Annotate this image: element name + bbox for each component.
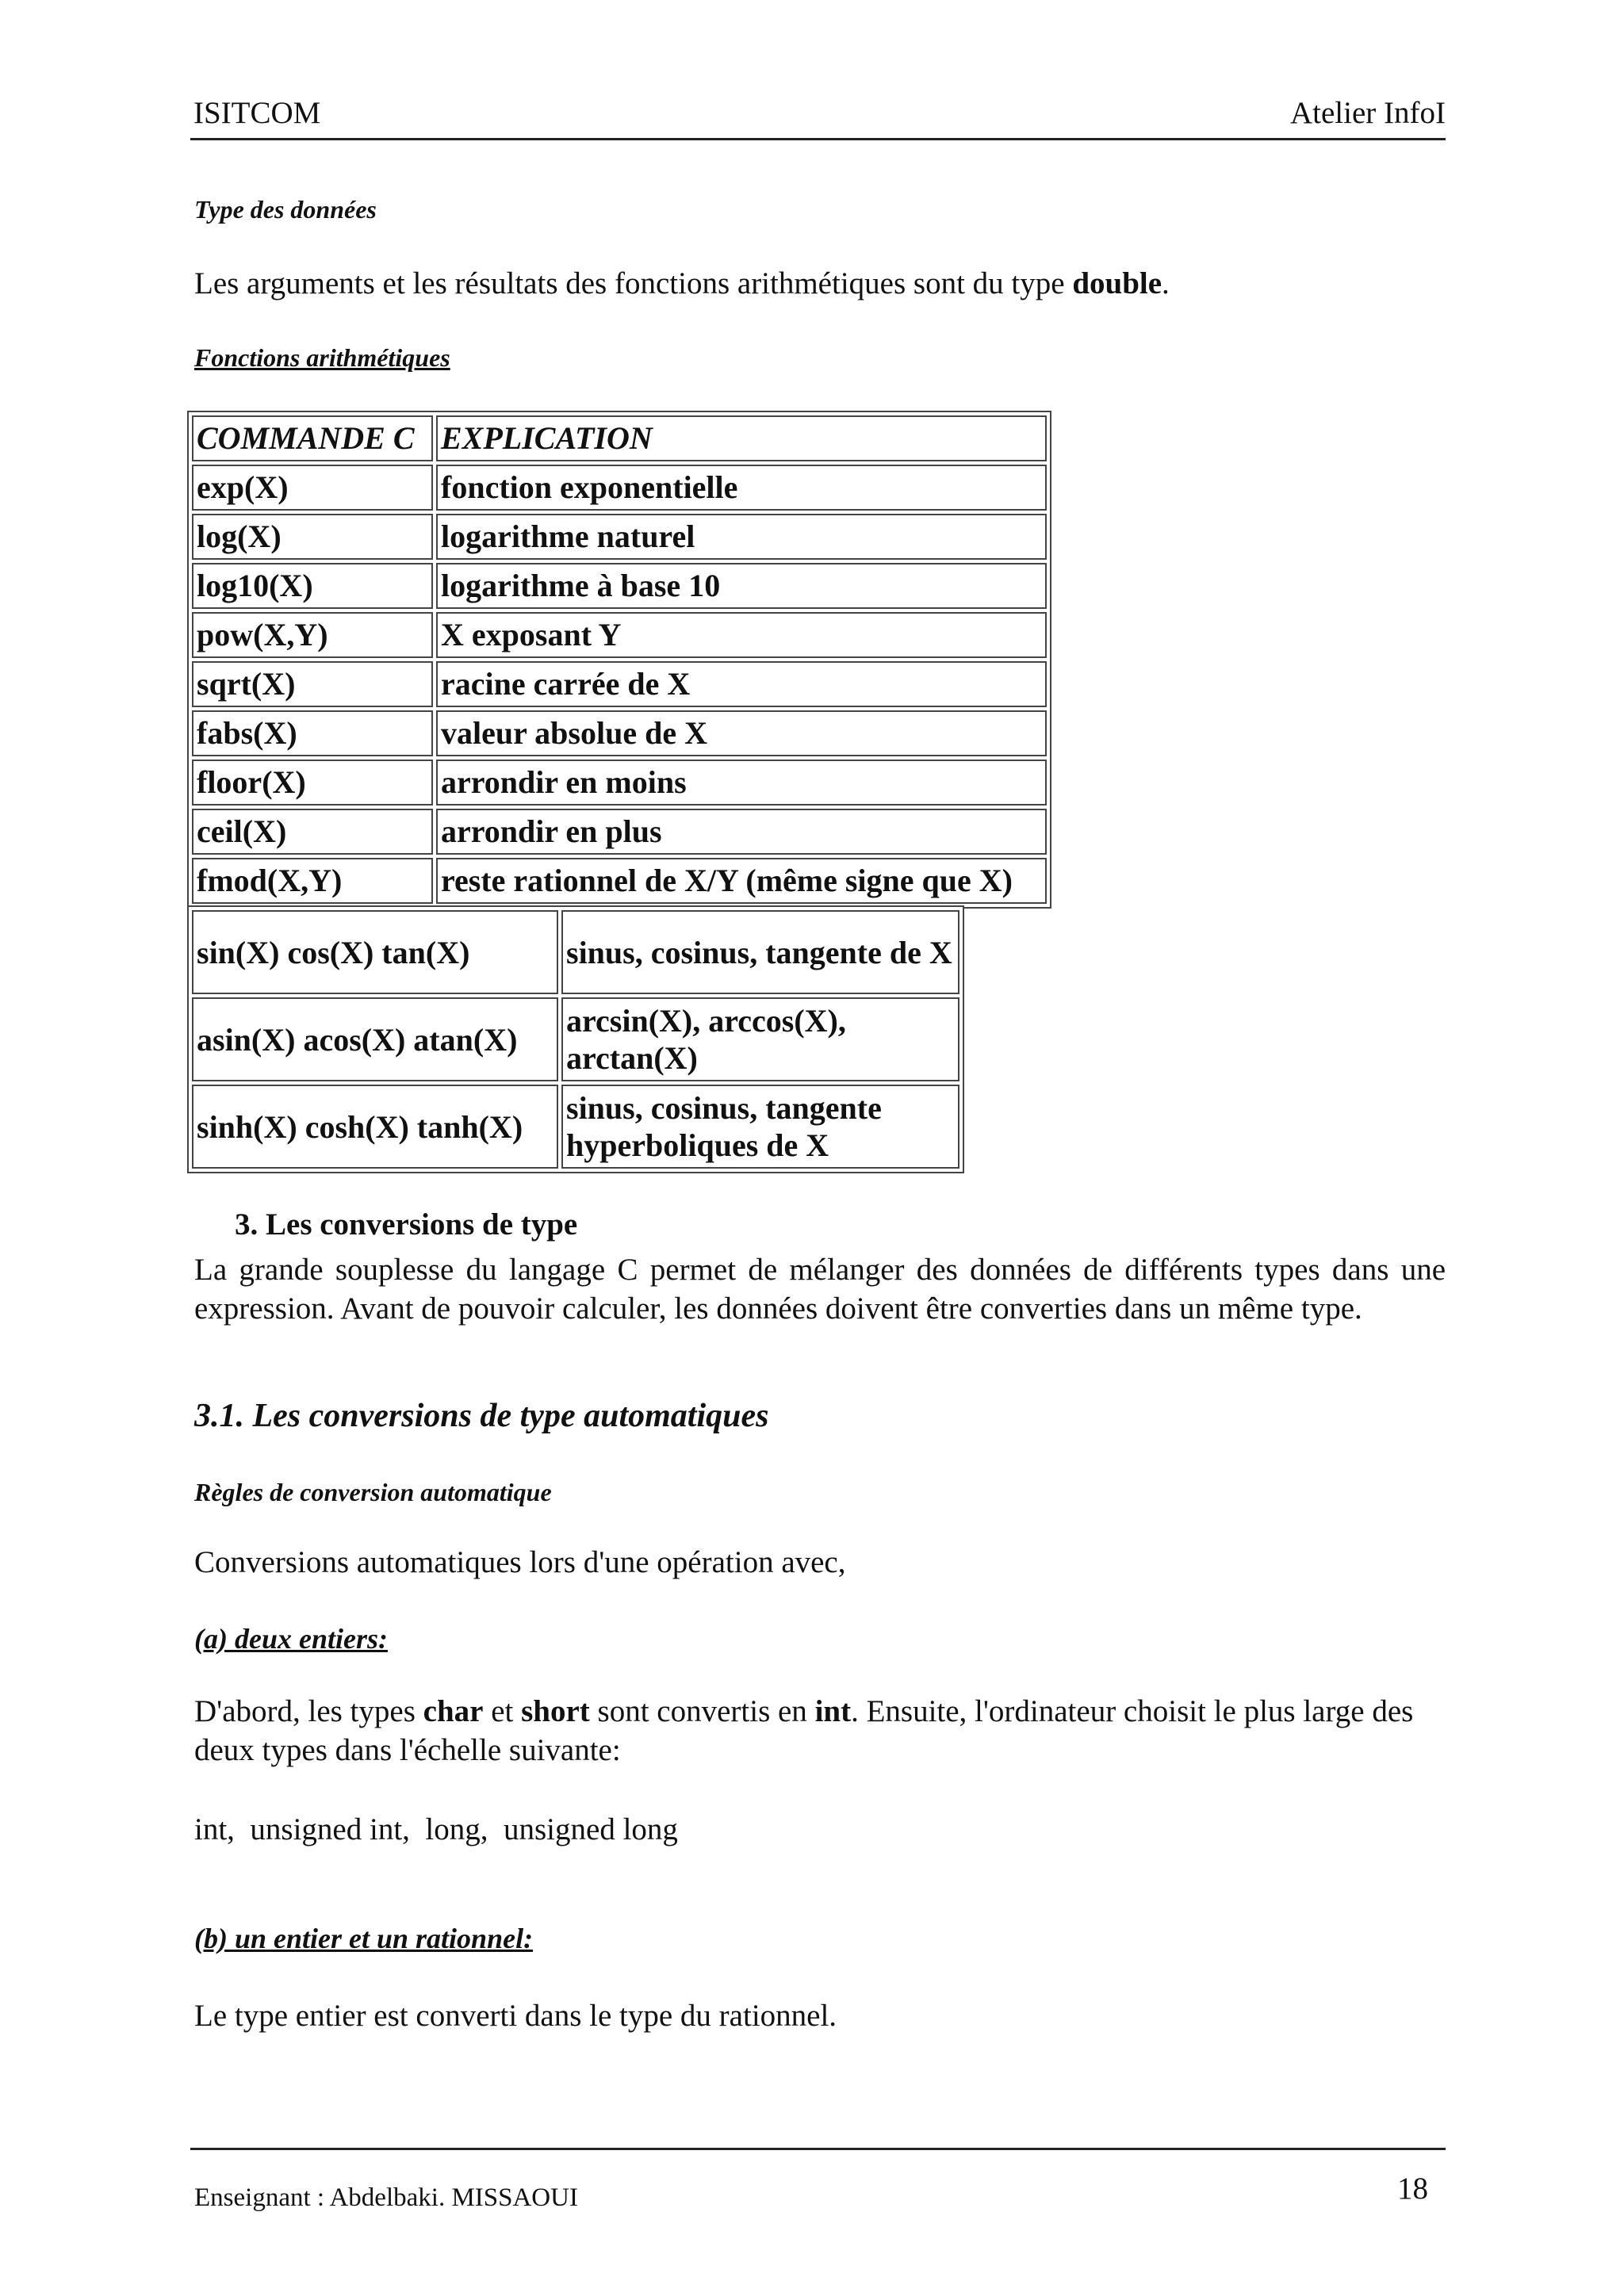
table-row (192, 465, 1047, 511)
arguments-paragraph (194, 264, 1170, 303)
table-header-row (192, 415, 1047, 461)
command-cell: log10(X) (192, 563, 433, 609)
table-row (192, 661, 1047, 707)
explanation-cell: logarithme à base 10 (436, 563, 1047, 609)
command-cell: log(X) (192, 514, 433, 560)
table-row (192, 563, 1047, 609)
header-commande: COMMANDE C (192, 415, 433, 461)
command-cell: fabs(X) (192, 710, 433, 756)
table-row (192, 997, 959, 1081)
command-cell: sinh(X) cosh(X) tanh(X) (192, 1085, 558, 1169)
command-cell: sqrt(X) (192, 661, 433, 707)
type-des-donnees-label: Type des données (194, 195, 377, 224)
text-run: sont convertis en (589, 1694, 815, 1728)
explanation-cell: arrondir en moins (436, 760, 1047, 806)
regles-label: Règles de conversion automatique (194, 1478, 552, 1506)
trigonometric-functions-table (187, 905, 964, 1173)
table-row (192, 514, 1047, 560)
header-left: ISITCOM (193, 96, 321, 130)
header-right: Atelier InfoI (1290, 96, 1446, 130)
command-cell: ceil(X) (192, 809, 433, 855)
page-number: 18 (1397, 2172, 1428, 2206)
int-keyword: int (814, 1694, 852, 1728)
command-cell: asin(X) acos(X) atan(X) (192, 997, 558, 1081)
fonctions-arithmetiques-label: Fonctions arithmétiques (194, 343, 450, 372)
footer-rule (190, 2148, 1446, 2150)
arithmetic-functions-table (187, 411, 1051, 909)
short-keyword: short (521, 1694, 590, 1728)
explanation-cell: X exposant Y (436, 612, 1047, 658)
explanation-cell: logarithme naturel (436, 514, 1047, 560)
text-run: D'abord, les types (194, 1694, 423, 1728)
command-cell: exp(X) (192, 465, 433, 511)
header-rule (190, 138, 1446, 140)
table-row (192, 910, 959, 994)
double-keyword: double (1072, 266, 1162, 300)
explanation-cell: sinus, cosinus, tangente hyperboliques de X (561, 1085, 959, 1169)
section-3-1-heading: 3.1. Les conversions de type automatiques (194, 1398, 769, 1434)
explanation-cell: racine carrée de X (436, 661, 1047, 707)
table-row (192, 1085, 959, 1169)
explanation-cell: arcsin(X), arccos(X), arctan(X) (561, 997, 959, 1081)
command-cell: fmod(X,Y) (192, 858, 433, 904)
text-run: et (483, 1694, 522, 1728)
table-row (192, 612, 1047, 658)
command-cell: pow(X,Y) (192, 612, 433, 658)
table-row (192, 858, 1047, 904)
section-3-paragraph: La grande souplesse du langage C permet de mélanger des données de différents types dans une expression. Avant de pouvoir calculer, les données doivent être converties dans un même type. (194, 1253, 1446, 1326)
command-cell: sin(X) cos(X) tan(X) (192, 910, 558, 994)
explanation-cell: fonction exponentielle (436, 465, 1047, 511)
arguments-end: . (1162, 266, 1170, 300)
table-row (192, 809, 1047, 855)
char-keyword: char (423, 1694, 484, 1728)
deux-entiers-paragraph (194, 1692, 1431, 1770)
table-row (192, 710, 1047, 756)
command-cell: floor(X) (192, 760, 433, 806)
entier-rationnel-label: (b) un entier et un rationnel: (194, 1923, 534, 1954)
text-run: . Ensuite, l'ordinateur choisit le plus large des deux types dans l'échelle suivante: (194, 1694, 1414, 1767)
header-explication: EXPLICATION (436, 415, 1047, 461)
conversions-intro: Conversions automatiques lors d'une opération avec, (194, 1545, 846, 1579)
deux-entiers-label: (a) deux entiers: (194, 1623, 388, 1655)
table-row (192, 760, 1047, 806)
section-3-heading: 3. Les conversions de type (235, 1207, 578, 1242)
explanation-cell: arrondir en plus (436, 809, 1047, 855)
type-scale: int, unsigned int, long, unsigned long (194, 1812, 678, 1846)
footer-teacher: Enseignant : Abdelbaki. MISSAOUI (194, 2183, 578, 2212)
explanation-cell: valeur absolue de X (436, 710, 1047, 756)
explanation-cell: sinus, cosinus, tangente de X (561, 910, 959, 994)
entier-rationnel-paragraph: Le type entier est converti dans le type du rationnel. (194, 1999, 837, 2033)
explanation-cell: reste rationnel de X/Y (même signe que X) (436, 858, 1047, 904)
arguments-text: Les arguments et les résultats des fonctions arithmétiques sont du type (194, 266, 1073, 300)
